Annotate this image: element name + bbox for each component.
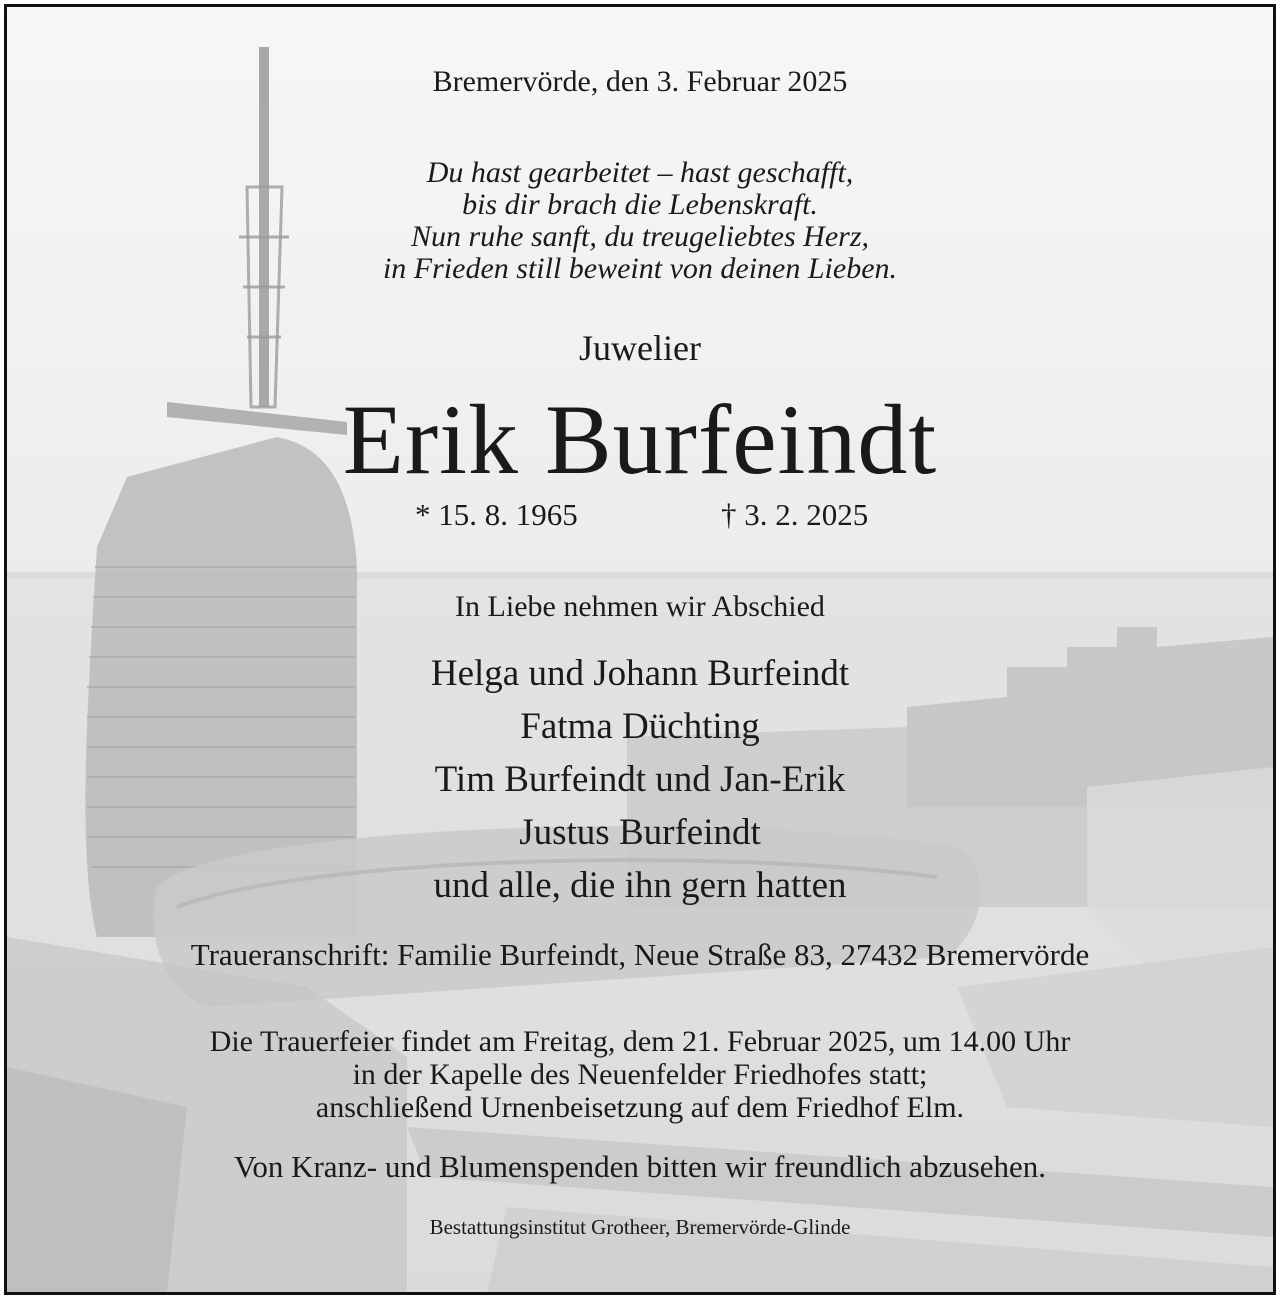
mourner: Fatma Düchting (520, 706, 760, 747)
verse (7, 157, 1273, 285)
farewell-line: In Liebe nehmen wir Abschied (455, 590, 825, 623)
ceremony-line: Die Trauerfeier findet am Freitag, dem 21. Februar 2025, um 14.00 Uhr (209, 1025, 1071, 1058)
undertaker: Bestattungsinstitut Grotheer, Bremervörde-Glinde (429, 1215, 851, 1239)
verse-line: bis dir brach die Lebenskraft. (462, 188, 818, 221)
death-date: † 3. 2. 2025 (721, 497, 869, 532)
mourner: Helga und Johann Burfeindt (430, 653, 850, 694)
birth-date: * 15. 8. 1965 (415, 497, 578, 532)
verse-line: Du hast gearbeitet – hast geschafft, (426, 156, 854, 189)
ceremony-line: anschließend Urnenbeisetzung auf dem Friedhof Elm. (315, 1091, 965, 1124)
deceased-name: Erik Burfeindt (342, 384, 938, 495)
mourner: Justus Burfeindt (519, 812, 761, 853)
notice-text (7, 7, 1273, 1292)
ceremony-line: in der Kapelle des Neuenfelder Friedhofes statt; (352, 1058, 928, 1091)
mourner: und alle, die ihn gern hatten (433, 865, 847, 906)
ceremony-info (7, 1025, 1273, 1124)
place-date: Bremervörde, den 3. Februar 2025 (432, 65, 848, 98)
flowers-note: Von Kranz- und Blumenspenden bitten wir freundlich abzusehen. (233, 1149, 1047, 1184)
verse-line: Nun ruhe sanft, du treugeliebtes Herz, (410, 220, 869, 253)
profession: Juwelier (579, 328, 701, 368)
obituary-notice (4, 4, 1276, 1295)
verse-line: in Frieden still beweint von deinen Lieben. (382, 252, 898, 285)
mourning-address: Traueranschrift: Familie Burfeindt, Neue Straße 83, 27432 Bremervörde (190, 937, 1090, 972)
mourners-list (7, 647, 1273, 912)
mourner: Tim Burfeindt und Jan-Erik (434, 759, 846, 800)
